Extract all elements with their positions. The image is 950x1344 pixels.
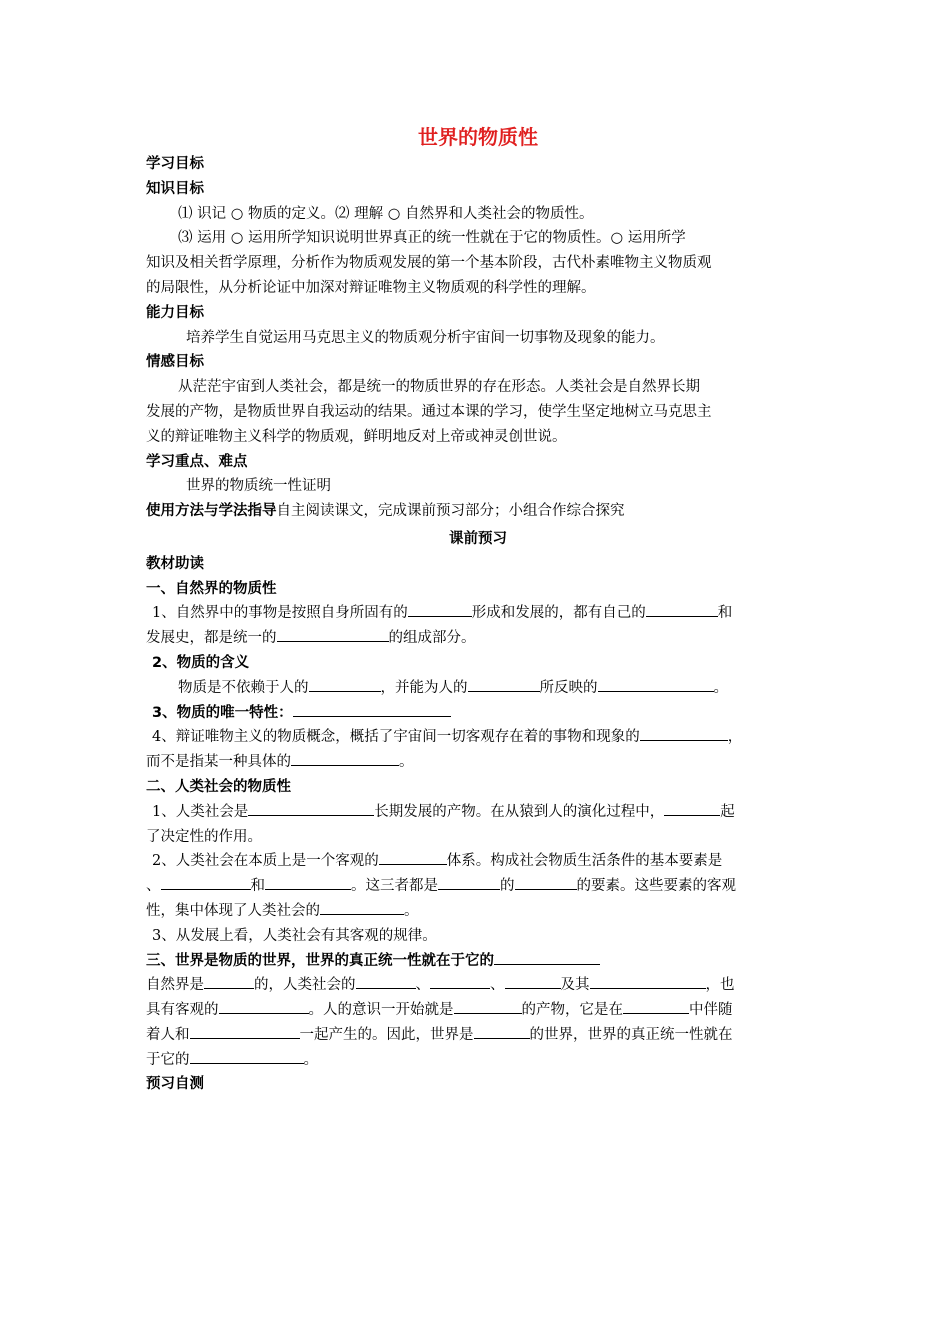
text: 2、人类社会在本质上是一个客观的 [152, 853, 379, 870]
emotion-line2: 发展的产物，是物质世界自我运动的结果。通过本课的学习，使学生坚定地树立马克思主 [146, 403, 712, 420]
text: 3、物质的唯一特性： [152, 704, 293, 721]
text: 和 [717, 605, 733, 622]
blank[interactable] [494, 949, 600, 965]
text: 发展史，都是统一的 [146, 630, 277, 647]
knowledge-item-3-line2: 知识及相关哲学原理，分析作为物质观发展的第一个基本阶段，古代朴素唯物主义物质观 [146, 255, 712, 272]
document-page [146, 122, 810, 1097]
s3-line3 [146, 1023, 810, 1048]
text: 自然界是 [146, 977, 204, 994]
text: 的，人类社会的 [254, 977, 356, 994]
s2-q2-line2 [146, 874, 810, 899]
text: 1、自然界中的事物是按照自身所固有的 [152, 605, 408, 622]
blank[interactable] [161, 874, 251, 890]
text: 。 [303, 1051, 318, 1068]
text: 而不是指某一种具体的 [146, 754, 291, 771]
text: 。 [399, 754, 414, 771]
s2-q2-line1 [146, 849, 810, 874]
text: 的要素。这些要素的客观 [576, 878, 736, 895]
s3-line2 [146, 998, 810, 1023]
text: 的 [500, 878, 515, 895]
s1-q4-line2 [146, 750, 810, 775]
blank[interactable] [430, 973, 490, 989]
text: 三、世界是物质的世界，世界的真正统一性就在于它的 [146, 952, 494, 969]
s2-q2-line3 [146, 899, 810, 924]
heading-ability-goals: 能力目标 [146, 304, 204, 321]
s2-q3-line: 3、从发展上看，人类社会有其客观的规律。 [152, 927, 437, 944]
s1-q2-line [146, 676, 810, 701]
blank[interactable] [265, 874, 351, 890]
text: 。这三者都是 [351, 878, 438, 895]
preview-title: 课前预习 [449, 530, 507, 547]
method-line [146, 499, 810, 524]
blank[interactable] [320, 899, 404, 915]
section2-title: 二、人类社会的物质性 [146, 778, 291, 795]
s1-q1-line2 [146, 626, 810, 651]
text: 的世界，世界的真正统一性就在 [529, 1026, 733, 1043]
blank[interactable] [438, 874, 500, 890]
blank[interactable] [646, 601, 718, 617]
s3-line4 [146, 1048, 810, 1073]
blank[interactable] [598, 676, 714, 692]
document-title: 世界的物质性 [418, 125, 538, 149]
text: 性，集中体现了人类社会的 [146, 902, 320, 919]
text: ，并能为人的 [380, 679, 468, 696]
blank[interactable] [505, 973, 561, 989]
emotion-line1: 从茫茫宇宙到人类社会，都是统一的物质世界的存在形态。人类社会是自然界长期 [178, 379, 700, 396]
heading-textbook: 教材助读 [146, 555, 204, 572]
blank[interactable] [664, 800, 720, 816]
text: 。人的意识一开始就是 [308, 1002, 454, 1019]
blank[interactable] [248, 800, 374, 816]
text: 1、人类社会是 [152, 803, 249, 820]
text: ，也 [705, 977, 735, 994]
blank[interactable] [640, 725, 728, 741]
text: 所反映的 [539, 679, 598, 696]
text: 、 [146, 878, 161, 895]
text: 及其 [560, 977, 590, 994]
knowledge-item-3-line3: 的局限性，从分析论证中加深对辩证唯物主义物质观的科学性的理解。 [146, 279, 596, 296]
text: 的产物，它是在 [521, 1002, 623, 1019]
blank[interactable] [277, 626, 389, 642]
blank[interactable] [623, 998, 689, 1014]
s1-q4-line1 [146, 725, 810, 750]
knowledge-item-1-2: ⑴ 识记 ○ 物质的定义。⑵ 理解 ○ 自然界和人类社会的物质性。 [178, 205, 594, 222]
text: 。 [404, 902, 419, 919]
s2-q1-line1 [146, 800, 810, 825]
text: 和 [250, 878, 265, 895]
ability-text: 培养学生自觉运用马克思主义的物质观分析宇宙间一切事物及现象的能力。 [186, 329, 665, 346]
heading-self-test: 预习自测 [146, 1076, 204, 1093]
text: 长期发展的产物。在从猿到人的演化过程中， [374, 803, 665, 820]
blank[interactable] [590, 973, 706, 989]
blank[interactable] [454, 998, 522, 1014]
blank[interactable] [190, 1023, 300, 1039]
heading-method: 使用方法与学法指导 [146, 503, 277, 520]
s2-q1-line2: 了决定性的作用。 [146, 828, 262, 845]
text: 于它的 [146, 1051, 190, 1068]
blank[interactable] [219, 998, 309, 1014]
blank[interactable] [474, 1023, 530, 1039]
blank[interactable] [291, 750, 399, 766]
text: ， [727, 729, 743, 746]
text: 4、辩证唯物主义的物质概念，概括了宇宙间一切客观存在着的事物和现象的 [152, 729, 640, 746]
heading-knowledge-goals: 知识目标 [146, 180, 204, 197]
blank[interactable] [293, 701, 451, 717]
blank[interactable] [190, 1048, 304, 1064]
text: 形成和发展的，都有自己的 [471, 605, 646, 622]
text: 具有客观的 [146, 1002, 219, 1019]
text: 体系。构成社会物质生活条件的基本要素是 [446, 853, 723, 870]
heading-key-points: 学习重点、难点 [146, 453, 248, 470]
text: 起 [720, 803, 735, 820]
text: 、 [490, 977, 505, 994]
s1-q1-line1 [146, 601, 810, 626]
section1-title: 一、自然界的物质性 [146, 580, 277, 597]
method-text: 自主阅读课文，完成课前预习部分；小组合作综合探究 [276, 503, 625, 520]
knowledge-item-3-line1: ⑶ 运用 ○ 运用所学知识说明世界真正的统一性就在于它的物质性。○ 运用所学 [178, 230, 686, 247]
text: 、 [415, 977, 430, 994]
text: 。 [713, 679, 728, 696]
emotion-line3: 义的辩证唯物主义科学的物质观，鲜明地反对上帝或神灵创世说。 [146, 428, 567, 445]
blank[interactable] [408, 601, 472, 617]
blank[interactable] [204, 973, 254, 989]
text: 着人和 [146, 1026, 190, 1043]
text: 的组成部分。 [388, 630, 476, 647]
text: 物质是不依赖于人的 [178, 679, 309, 696]
text: 一起产生的。因此，世界是 [299, 1026, 474, 1043]
s3-line1 [146, 973, 810, 998]
blank[interactable] [379, 849, 447, 865]
blank[interactable] [515, 874, 577, 890]
blank[interactable] [309, 676, 381, 692]
heading-emotion-goals: 情感目标 [146, 354, 204, 371]
heading-learning-goals: 学习目标 [146, 156, 204, 172]
section3-title [146, 949, 810, 974]
s1-q2-title: 2、物质的含义 [152, 654, 250, 671]
blank[interactable] [356, 973, 416, 989]
text: 中伴随 [689, 1002, 733, 1019]
blank[interactable] [468, 676, 540, 692]
key-points-text: 世界的物质统一性证明 [186, 478, 331, 495]
s1-q3-line [146, 701, 810, 726]
